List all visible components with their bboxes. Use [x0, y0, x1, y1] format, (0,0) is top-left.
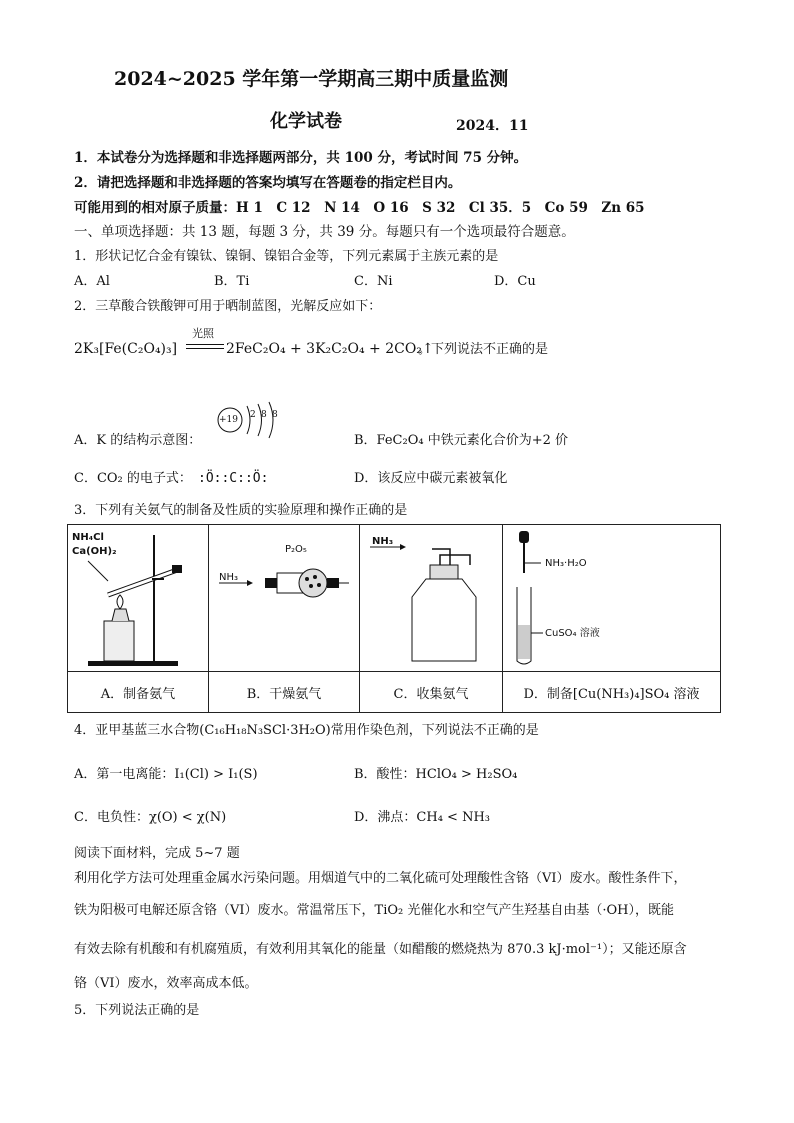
q4-option-a: A．第一电离能：I₁(Cl) > I₁(S) [74, 767, 258, 782]
q1-option-d: D．Cu [494, 274, 536, 289]
q2-equation-left: 2K₃[Fe(C₂O₄)₃] [74, 341, 178, 357]
q3-stem: 3．下列有关氨气的制备及性质的实验原理和操作正确的是 [74, 503, 408, 518]
reading-intro: 阅读下面材料，完成 5~7 题 [74, 846, 240, 861]
reading-line-2: 铁为阳极可电解还原含铬（VI）废水。常温常压下，TiO₂ 光催化水和空气产生羟基自由基（·OH），既能 [74, 903, 674, 918]
q4-option-b: B．酸性：HClO₄ > H₂SO₄ [354, 767, 518, 782]
q4-stem: 4．亚甲基蓝三水合物(C₁₆H₁₈N₃SCl·3H₂O)常用作染色剂，下列说法不正确的是 [74, 723, 539, 738]
co2-electron-formula: :Ö::C::Ö: [198, 471, 269, 486]
instruction-2: 2．请把选择题和非选择题的答案均填写在答题卷的指定栏目内。 [74, 175, 462, 191]
label-nh4cl: NH₄Cl [72, 532, 104, 543]
apparatus-d [503, 525, 720, 671]
subject-title: 化学试卷 [270, 111, 342, 132]
experiment-table [67, 524, 721, 713]
reading-line-3: 有效去除有机酸和有机腐殖质，有效利用其氧化的能量（如醋酸的燃烧热为 870.3 kJ·mol⁻¹）；又能还原含 [74, 942, 687, 957]
q2-option-a: A．K 的结构示意图： [74, 433, 202, 448]
eq-line-bottom [186, 348, 224, 349]
k-nucleus: +19 [219, 415, 238, 425]
q1-option-c: C．Ni [354, 274, 393, 289]
caption-c: C．收集氨气 [360, 672, 503, 713]
k-shell-3: 8 [272, 410, 278, 420]
q1-option-b: B．Ti [214, 274, 250, 289]
q2-tail: 。下列说法不正确的是 [418, 342, 549, 357]
q2-option-b: B．FeC₂O₄ 中铁元素化合价为+2 价 [354, 433, 569, 448]
atomic-masses: 可能用到的相对原子质量：H 1 C 12 N 14 O 16 S 32 Cl 35．5 Co 59 Zn 65 [74, 200, 645, 216]
apparatus-c [360, 525, 502, 671]
caption-d: D．制备[Cu(NH₃)₄]SO₄ 溶液 [503, 672, 721, 713]
q2-option-d: D．该反应中碳元素被氧化 [354, 471, 508, 486]
q2-equation-right: 2FeC₂O₄ + 3K₂C₂O₄ + 2CO₂↑ [226, 341, 434, 357]
section-heading: 一、单项选择题：共 13 题，每题 3 分，共 39 分。每题只有一个选项最符合题意。 [74, 224, 575, 240]
q5-stem: 5．下列说法正确的是 [74, 1003, 200, 1018]
instruction-1: 1．本试卷分为选择题和非选择题两部分，共 100 分，考试时间 75 分钟。 [74, 150, 528, 166]
apparatus-a [68, 525, 208, 671]
k-shell-1: 2 [250, 410, 256, 420]
label-nh3-c: NH₃ [372, 536, 394, 547]
label-nh3h2o: NH₃·H₂O [545, 558, 587, 569]
q2-option-c: C．CO₂ 的电子式： [74, 471, 192, 486]
exam-title: 2024~2025 学年第一学期高三期中质量监测 [114, 68, 509, 90]
q4-option-d: D．沸点：CH₄ < NH₃ [354, 810, 490, 825]
reading-line-1: 利用化学方法可处理重金属水污染问题。用烟道气中的二氧化硫可处理酸性含铬（VI）废水。酸性条件下， [74, 871, 687, 886]
label-p2o5: P₂O₅ [285, 544, 307, 555]
reading-line-4: 铬（VI）废水，效率高成本低。 [74, 976, 258, 991]
cell-b-figure [209, 525, 360, 672]
cell-a-figure [68, 525, 209, 672]
caption-b: B．干燥氨气 [209, 672, 360, 713]
q2-condition: 光照 [192, 327, 214, 340]
eq-line-top [186, 344, 224, 345]
apparatus-b [209, 525, 359, 671]
q1-option-a: A．Al [74, 274, 110, 289]
q1-stem: 1．形状记忆合金有镍钛、镍铜、镍铝合金等，下列元素属于主族元素的是 [74, 249, 499, 264]
label-caoh2: Ca(OH)₂ [72, 546, 117, 557]
label-cuso4: CuSO₄ 溶液 [545, 628, 600, 639]
cell-d-figure [503, 525, 721, 672]
cell-c-figure [360, 525, 503, 672]
k-shell-2: 8 [261, 410, 267, 420]
q4-option-c: C．电负性：χ(O) < χ(N) [74, 810, 227, 825]
caption-a: A．制备氨气 [68, 672, 209, 713]
label-nh3-b: NH₃ [219, 572, 239, 583]
q2-stem: 2．三草酸合铁酸钾可用于晒制蓝图，光解反应如下： [74, 299, 382, 314]
exam-date: 2024．11 [456, 118, 529, 134]
